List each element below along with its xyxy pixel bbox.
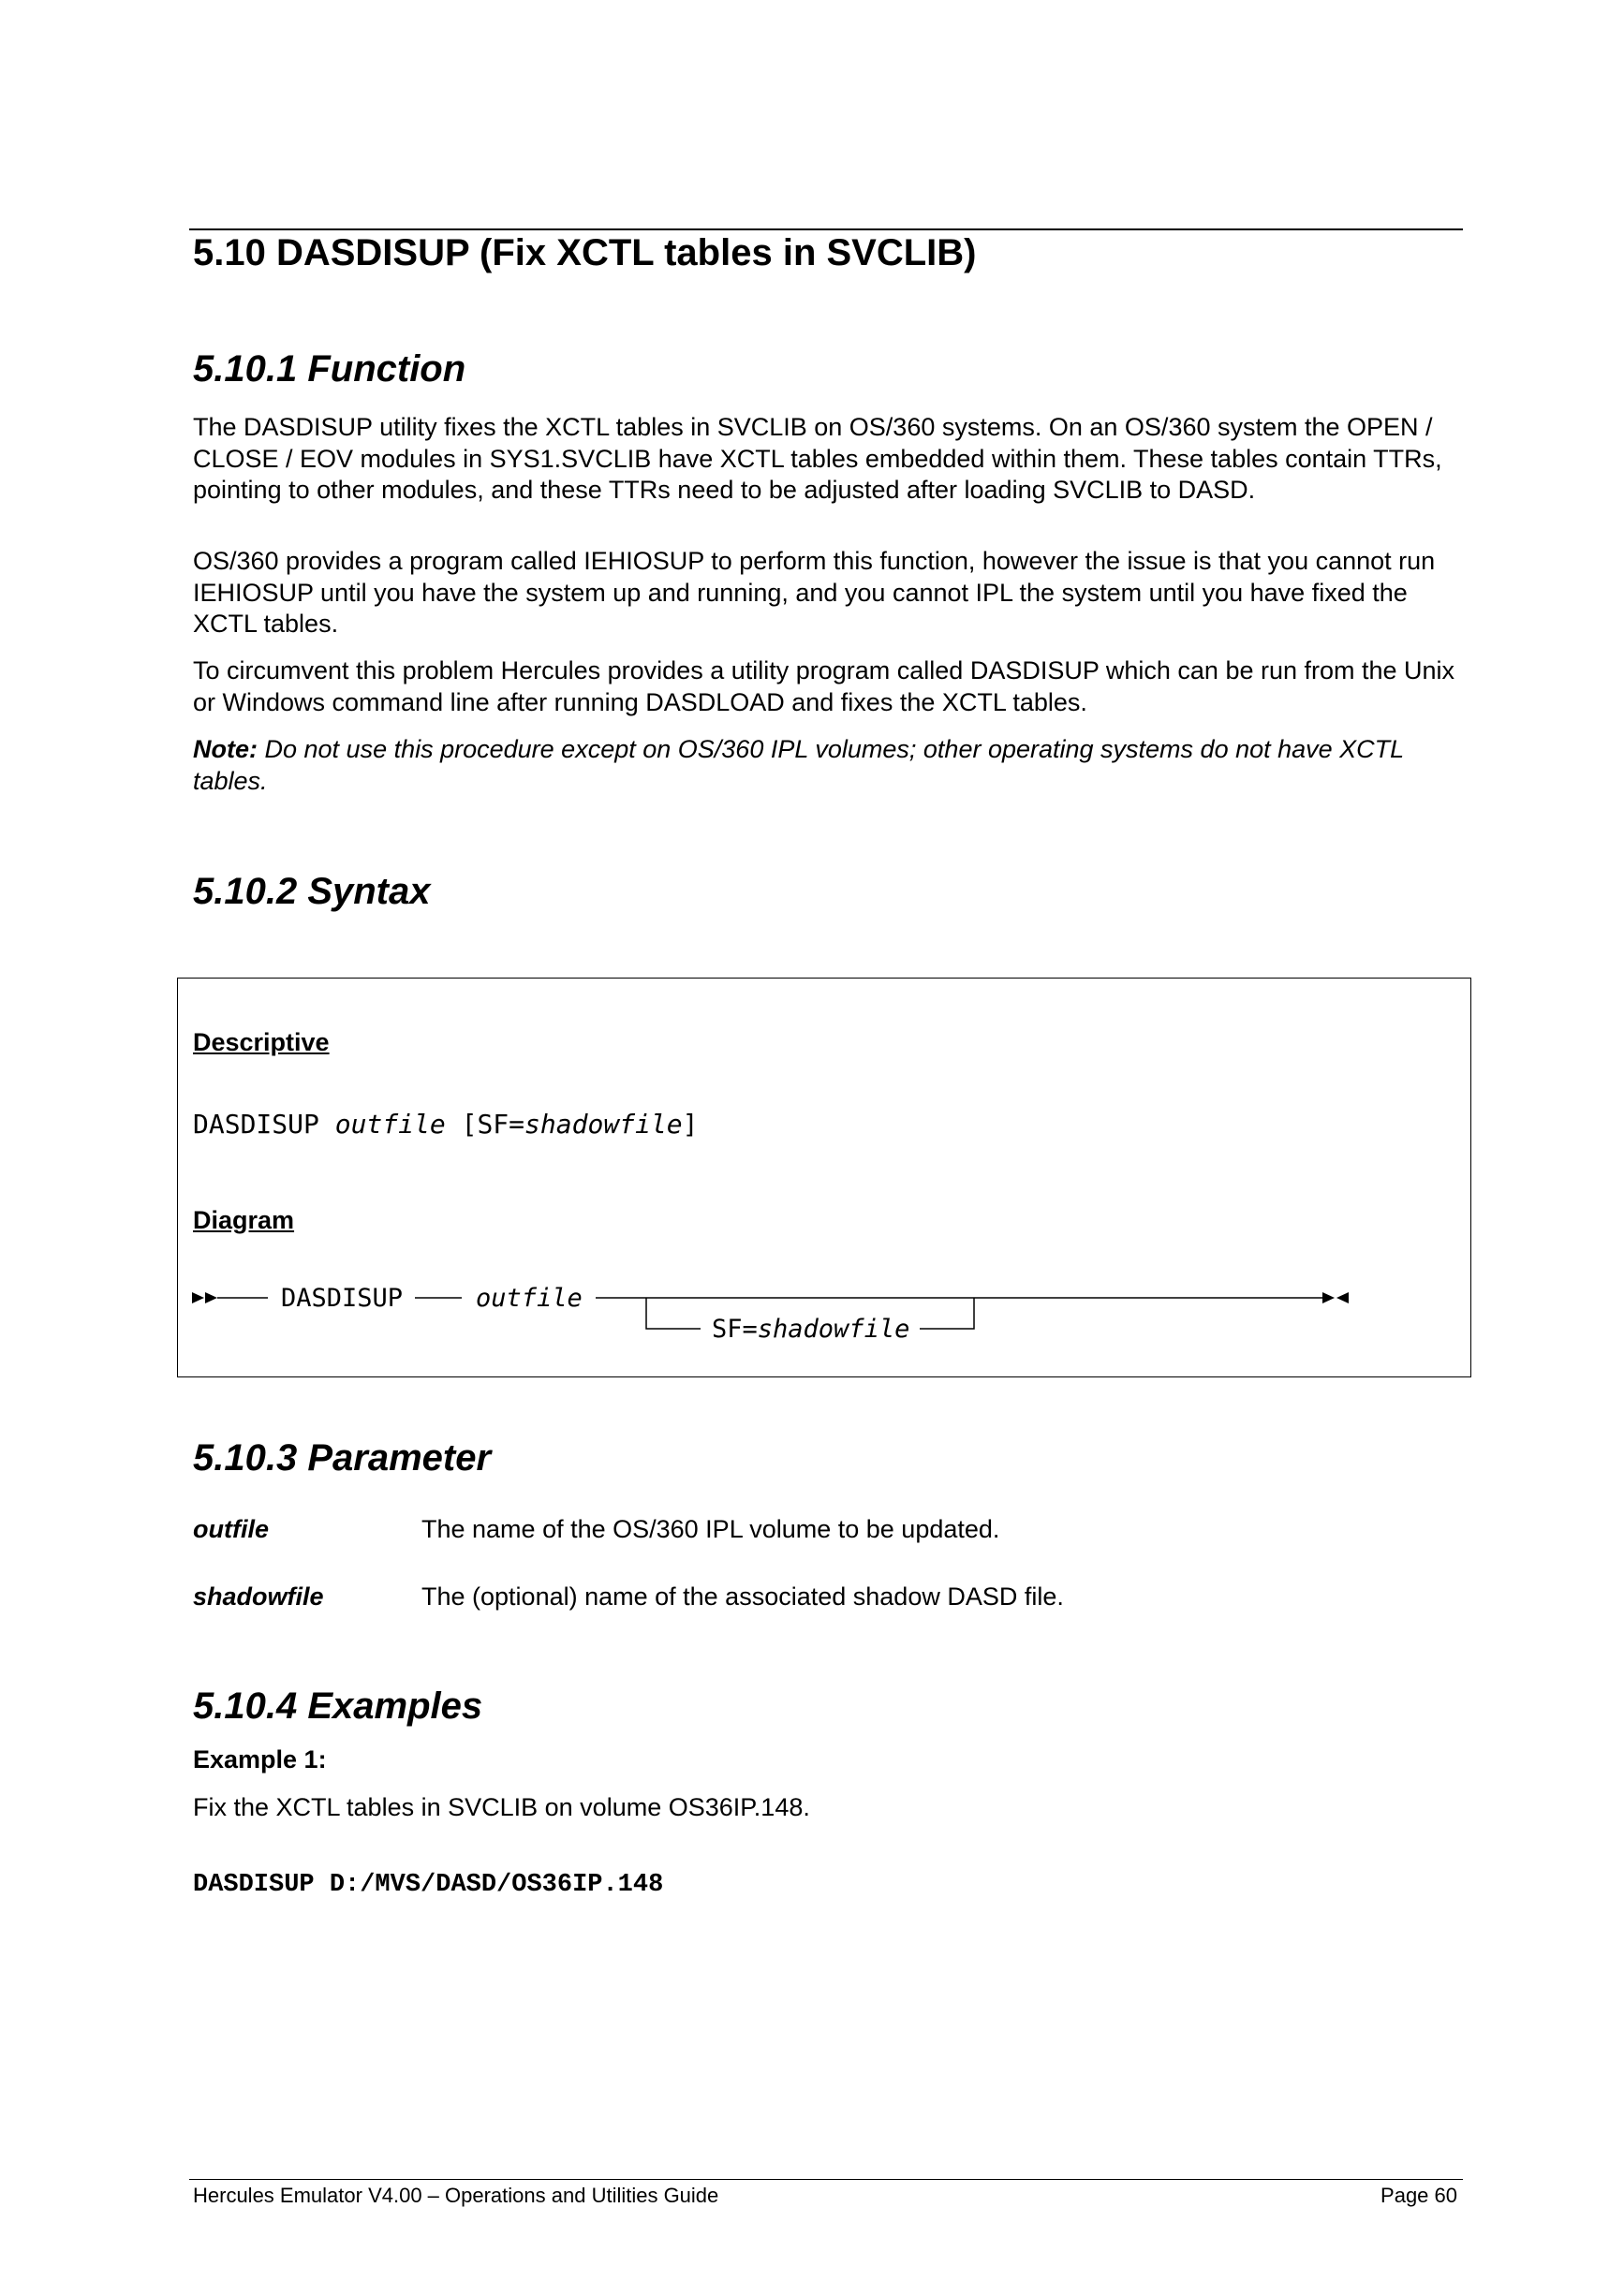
function-heading: 5.10.1 Function (193, 348, 466, 390)
footer-title: Hercules Emulator V4.00 – Operations and Utilities Guide (193, 2184, 719, 2207)
syntax-heading: 5.10.2 Syntax (193, 871, 431, 912)
descr-sf-open: [SF= (445, 1109, 525, 1140)
descriptive-syntax (193, 1109, 698, 1140)
descr-outfile: outfile (334, 1109, 446, 1140)
function-paragraph-1: The DASDISUP utility fixes the XCTL tables in SVCLIB on OS/360 systems. On an OS/360 system the OPEN / CLOSE / EOV modules in SYS1.SVCLIB have XCTL tables embedded within them. These tables contain TTRs, pointing to other modules, and these TTRs need to be adjusted after loading SVCLIB to DASD. (193, 413, 1442, 504)
diagram-outfile: outfile (476, 1284, 583, 1313)
examples-heading: 5.10.4 Examples (193, 1685, 483, 1727)
example-1-label: Example 1: (193, 1745, 327, 1774)
function-note (193, 734, 1476, 797)
note-text: Do not use this procedure except on OS/360 IPL volumes; other operating systems do not have XCTL tables. (193, 735, 1404, 795)
section-title: 5.10 DASDISUP (Fix XCTL tables in SVCLIB) (193, 232, 977, 273)
footer-rule (189, 2179, 1463, 2180)
note-label: Note: (193, 735, 258, 763)
param-desc-shadowfile: The (optional) name of the associated shadow DASD file. (421, 1582, 1064, 1611)
descriptive-label: Descriptive (193, 1028, 330, 1056)
descr-bracket-close: ] (682, 1109, 699, 1140)
param-term-shadowfile: shadowfile (193, 1582, 324, 1611)
diagram-label: Diagram (193, 1206, 295, 1234)
diagram-sf-keyword: SF= (712, 1315, 758, 1344)
page-number: Page 60 (1380, 2184, 1457, 2207)
descr-shadowfile: shadowfile (524, 1109, 683, 1140)
diagram-command: DASDISUP (281, 1284, 404, 1313)
example-1-code: DASDISUP D:/MVS/DASD/OS36IP.148 (193, 1871, 664, 1899)
example-1-description: Fix the XCTL tables in SVCLIB on volume OS36IP.148. (193, 1793, 810, 1821)
parameter-heading: 5.10.3 Parameter (193, 1437, 492, 1479)
descr-command: DASDISUP (193, 1109, 335, 1140)
function-paragraph-3: To circumvent this problem Hercules provides a utility program called DASDISUP which can be run from the Unix or Windows command line after running DASDLOAD and fixes the XCTL tables. (193, 656, 1455, 716)
param-desc-outfile: The name of the OS/360 IPL volume to be updated. (421, 1515, 1000, 1543)
diagram-shadowfile: shadowfile (757, 1315, 910, 1344)
section-top-rule (189, 228, 1463, 230)
syntax-box (177, 978, 1471, 1377)
param-term-outfile: outfile (193, 1515, 269, 1543)
function-paragraph-2: OS/360 provides a program called IEHIOSUP to perform this function, however the issue is that you cannot run IEHIOSUP until you have the system up and running, and you cannot IPL the system until you have fixed the XCTL tables. (193, 547, 1436, 638)
